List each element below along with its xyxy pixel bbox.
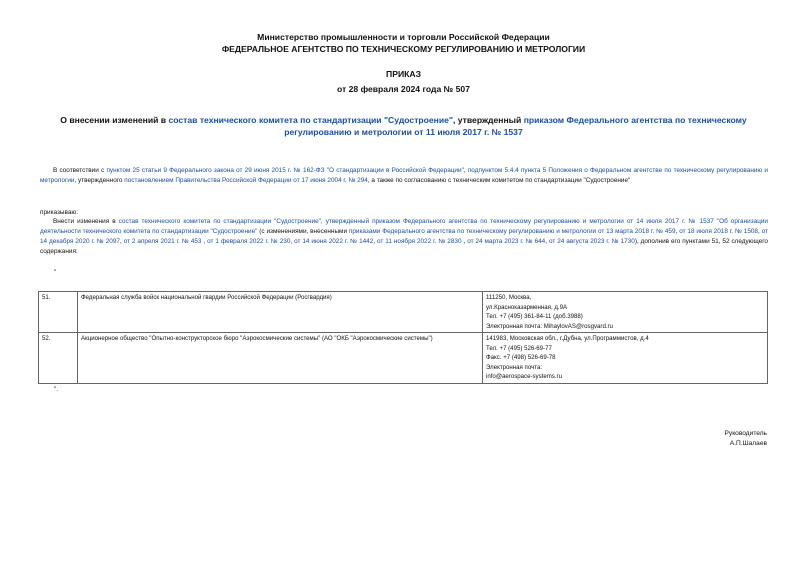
contact-line: info@aerospace-systems.ru bbox=[486, 373, 562, 380]
contact-line: Факс. +7 (498) 526-69-78 bbox=[486, 354, 556, 361]
amend-paragraph bbox=[40, 217, 768, 257]
ministry-name: Министерство промышленности и торговли Российской Федерации bbox=[257, 32, 550, 42]
title-link-composition[interactable]: состав технического комитета по стандартизации "Судостроение" bbox=[168, 115, 454, 125]
basis-link-resolution[interactable]: постановлением Правительства Российской Федерации от 17 июня 2004 г. № 294 bbox=[124, 177, 368, 184]
contact-line: ул.Красноказарменная, д.9А bbox=[486, 303, 568, 311]
amend-link-order[interactable]: от 24 марта 2023 г. № 644 bbox=[467, 238, 546, 245]
amend-text: Внести изменения в bbox=[53, 218, 119, 225]
basis-link-regulation[interactable]: подпунктом 5.4.4 пункта 5 Положения о Федеральном агентстве по техническому регулированию и метрологии bbox=[40, 167, 768, 184]
amend-link-composition[interactable]: состав технического комитета по стандартизации "Судостроение", утвержденный приказом Федерального агентства по техническому регулированию и метрологии от 14 июля 2017 г. № 1537 "Об организации деятельности технического комитета по стандартизации "Судостроение" bbox=[40, 218, 768, 235]
amend-link-order[interactable]: от 24 августа 2023 г. № 1730 bbox=[548, 238, 635, 245]
basis-text: , а также по согласованию с техническим комитетом по стандартизации "Судостроение" bbox=[367, 177, 631, 184]
amend-link-order[interactable]: от 14 июня 2022 г. № 1442 bbox=[294, 238, 374, 245]
document-date: от 28 февраля 2024 года № 507 bbox=[337, 84, 470, 94]
amend-link-order[interactable]: приказами Федерального агентства по техническому регулированию и метрологии от 13 марта 2018 г. № 459 bbox=[348, 228, 676, 235]
agency-name: ФЕДЕРАЛЬНОЕ АГЕНТСТВО ПО ТЕХНИЧЕСКОМУ РЕГУЛИРОВАНИЮ И МЕТРОЛОГИИ bbox=[221, 44, 586, 54]
basis-text: В соответствии с bbox=[53, 167, 107, 174]
amend-text: , bbox=[290, 238, 295, 245]
amend-text: , bbox=[373, 238, 378, 245]
organization-contacts bbox=[483, 333, 768, 384]
title-text: , утвержденный bbox=[453, 115, 524, 125]
members-table bbox=[38, 291, 768, 384]
title-link-order[interactable]: приказом Федерального агентства по техническому регулированию и метрологии от 11 июля 2017 г. № 1537 bbox=[284, 115, 747, 137]
amend-text: , bbox=[675, 228, 680, 235]
amend-text: , bbox=[119, 238, 124, 245]
amend-text: ), дополнив его пунктами 51, 52 следующего содержания: bbox=[40, 238, 768, 255]
basis-paragraph bbox=[40, 166, 768, 186]
table-row bbox=[39, 292, 768, 333]
contact-line: Электронная почта: MihaylovAS@rosgvard.ru bbox=[486, 322, 613, 330]
organization-name: Акционерное общество "Опытно-конструкторское бюро "Аэрокосмические системы" (АО "ОКБ "Аэрокосмические системы") bbox=[78, 333, 483, 384]
amend-link-order[interactable]: от 11 ноября 2022 г. № 2830 bbox=[377, 238, 462, 245]
amend-text: , bbox=[461, 238, 468, 245]
contact-line: Тел. +7 (495) 361-84-11 (доб.3988) bbox=[486, 313, 583, 320]
row-number: 51. bbox=[39, 292, 78, 333]
signatory-name: А.П.Шалаев bbox=[729, 440, 767, 447]
quote-close: ". bbox=[54, 386, 59, 393]
contact-line: Электронная почта: bbox=[486, 363, 543, 371]
organization-contacts bbox=[483, 292, 768, 333]
basis-text: , bbox=[463, 167, 468, 174]
contact-line: 141983, Московская обл., г.Дубна, ул.Программистов, д.4 bbox=[486, 335, 649, 342]
document-type: ПРИКАЗ bbox=[386, 69, 421, 79]
amend-link-order[interactable]: от 18 июля 2018 г. № 1508 bbox=[679, 228, 758, 235]
table-row bbox=[39, 333, 768, 384]
title-text: О внесении изменений в bbox=[60, 115, 169, 125]
amend-link-order[interactable]: от 2 апреля 2021 г. № 453 bbox=[123, 238, 202, 245]
organization-name: Федеральная служба войск национальной гвардии Российской Федерации (Росгвардия) bbox=[78, 292, 483, 333]
contact-line: Тел. +7 (495) 526-69-77 bbox=[486, 344, 552, 352]
orders-label: приказываю: bbox=[40, 209, 78, 216]
signatory-position: Руководитель bbox=[724, 430, 767, 437]
contact-line: 111250, Москва, bbox=[486, 294, 532, 301]
amend-link-order[interactable]: от 1 февраля 2022 г. № 230 bbox=[207, 238, 291, 245]
amend-link-order[interactable]: от 14 декабря 2020 г. № 2097 bbox=[40, 228, 768, 245]
basis-link-law[interactable]: пунктом 25 статьи 9 Федерального закона от 29 июня 2015 г. № 162-ФЗ "О стандартизации в Российской Федерации" bbox=[106, 167, 464, 174]
basis-text: , утвержденного bbox=[74, 177, 125, 184]
amend-text: , bbox=[201, 238, 208, 245]
amend-text: , bbox=[545, 238, 549, 245]
row-number: 52. bbox=[39, 333, 78, 384]
document-title bbox=[40, 115, 767, 138]
amend-text: (с изменениями, внесенными bbox=[257, 228, 349, 235]
amend-text: , bbox=[757, 228, 762, 235]
quote-open: " bbox=[54, 269, 57, 276]
